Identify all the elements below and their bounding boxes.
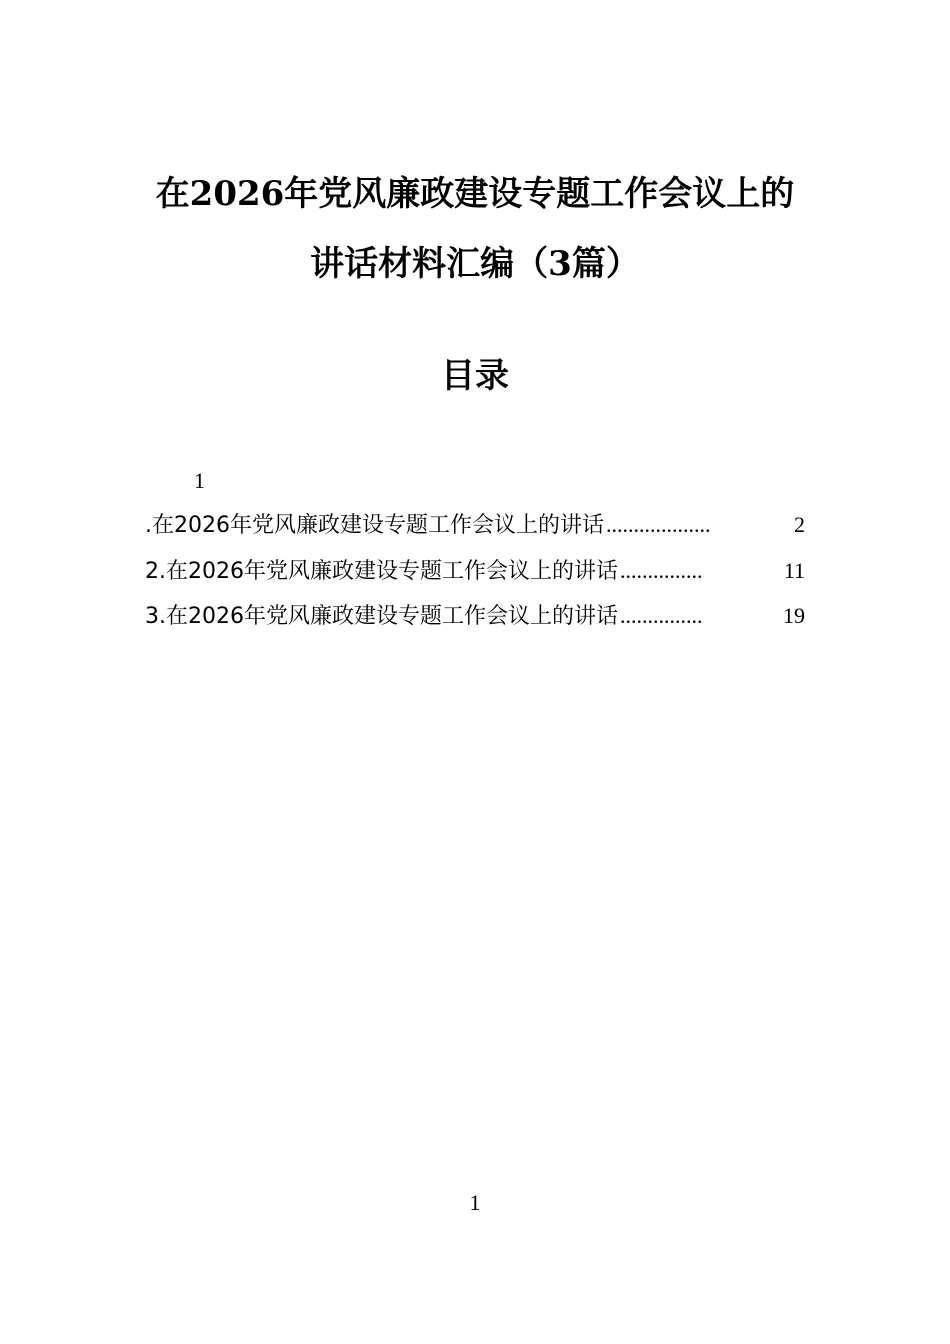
toc-dot-leader: ............... (619, 558, 703, 583)
page-number-footer: 1 (469, 1190, 481, 1215)
toc-entry-label: 3.在2026年党风廉政建设专题工作会议上的讲话 (145, 604, 618, 629)
document-title-line-2: 讲话材料汇编（3篇） (310, 244, 640, 284)
toc-entry-page-number: 19 (783, 603, 805, 628)
toc-entry-page-number: 2 (794, 512, 805, 537)
toc-entry-label: .在2026年党风廉政建设专题工作会议上的讲话 (145, 513, 604, 538)
toc-entry-label: 2.在2026年党风廉政建设专题工作会议上的讲话 (145, 559, 618, 584)
toc-entry-1[interactable] (145, 510, 805, 540)
toc-entry-1-wrapped-number: 1 (194, 468, 205, 493)
toc-entry-3[interactable] (145, 601, 805, 631)
document-title-line-1: 在2026年党风廉政建设专题工作会议上的 (155, 174, 795, 214)
toc-dot-leader: ................... (605, 512, 711, 537)
toc-entry-2[interactable] (145, 556, 805, 586)
toc-dot-leader: ............... (619, 603, 703, 628)
toc-heading: 目录 (441, 356, 509, 396)
toc-entry-page-number: 11 (783, 558, 805, 583)
